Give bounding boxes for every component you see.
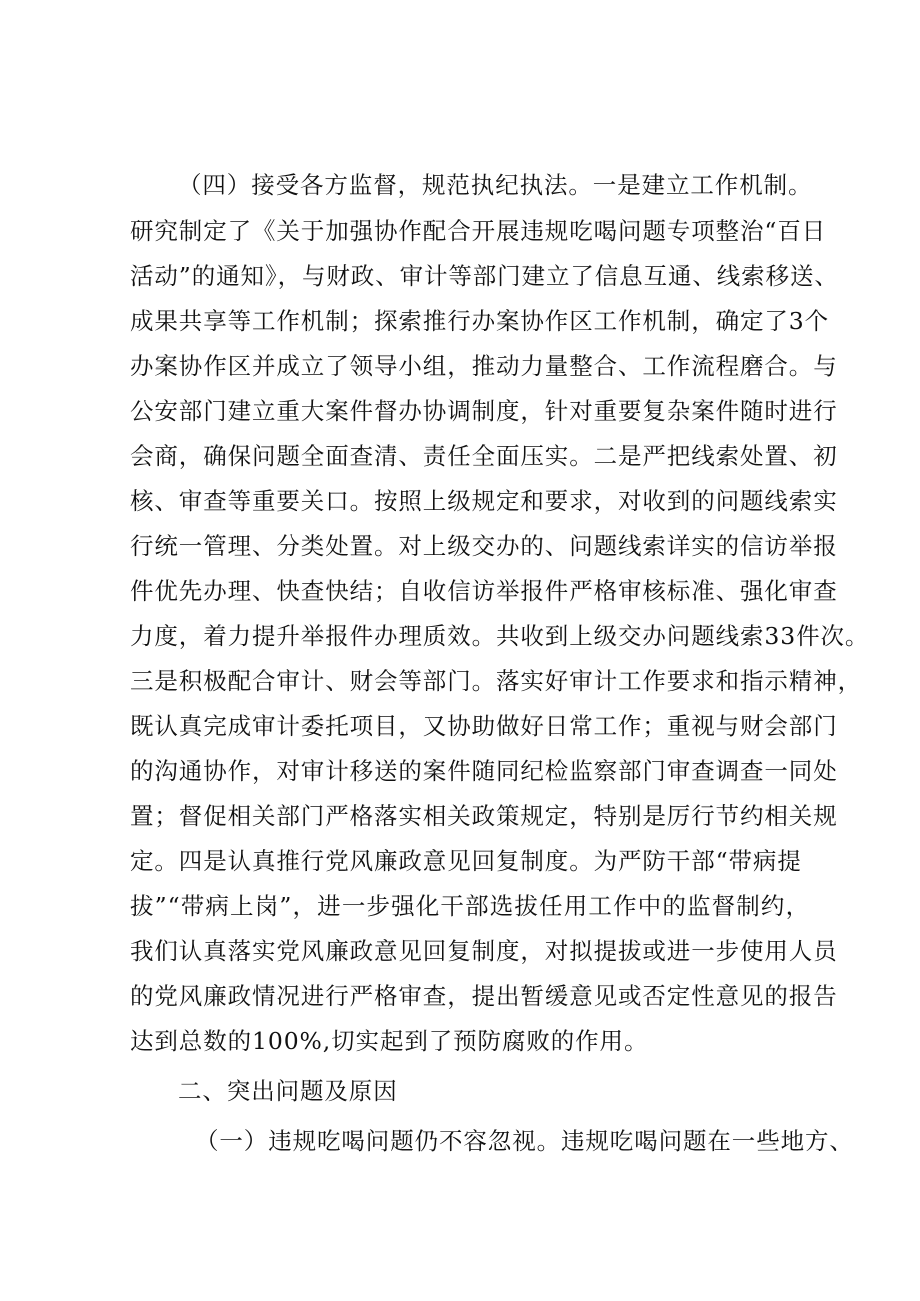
- paragraph-line: （四）接受各方监督，规范执纪执法。一是建立工作机制。: [178, 171, 813, 199]
- paragraph-line: 成果共享等工作机制；探索推行办案协作区工作机制，确定了3个: [130, 307, 830, 335]
- paragraph-line: 拔”“带病上岗”，进一步强化干部选拔任用工作中的监督制约，: [130, 892, 810, 920]
- paragraph-line: 活动”的通知》，与财政、审计等部门建立了信息互通、线索移送、: [130, 262, 839, 290]
- section-heading: 二、突出问题及原因: [178, 1077, 398, 1105]
- subsection-line: （一）违规吃喝问题仍不容忽视。违规吃喝问题在一些地方、: [195, 1127, 854, 1155]
- paragraph-line: 力度，着力提升举报件办理质效。共收到上级交办问题线索33件次。: [130, 622, 870, 650]
- paragraph-line: 达到总数的100%,切实起到了预防腐败的作用。: [130, 1027, 649, 1055]
- paragraph-line: 办案协作区并成立了领导小组，推动力量整合、工作流程磨合。与: [130, 352, 838, 380]
- paragraph-line: 置；督促相关部门严格落实相关政策规定，特别是厉行节约相关规: [130, 802, 838, 830]
- paragraph-line: 定。四是认真推行党风廉政意见回复制度。为严防干部“带病提: [130, 847, 802, 875]
- paragraph-line: 会商，确保问题全面查清、责任全面压实。二是严把线索处置、初: [130, 442, 838, 470]
- paragraph-line: 公安部门建立重大案件督办协调制度，针对重要复杂案件随时进行: [130, 397, 838, 425]
- paragraph-line: 既认真完成审计委托项目，又协助做好日常工作；重视与财会部门: [130, 712, 838, 740]
- paragraph-line: 的党风廉政情况进行严格审查，提出暂缓意见或否定性意见的报告: [130, 982, 838, 1010]
- paragraph-line: 件优先办理、快查快结；自收信访举报件严格审核标准、强化审查: [130, 577, 838, 605]
- paragraph-line: 行统一管理、分类处置。对上级交办的、问题线索详实的信访举报: [130, 532, 838, 560]
- paragraph-line: 的沟通协作，对审计移送的案件随同纪检监察部门审查调查一同处: [130, 757, 838, 785]
- paragraph-line: 三是积极配合审计、财会等部门。落实好审计工作要求和指示精神，: [130, 667, 862, 695]
- paragraph-line: 核、审查等重要关口。按照上级规定和要求，对收到的问题线索实: [130, 487, 838, 515]
- paragraph-line: 我们认真落实党风廉政意见回复制度，对拟提拔或进一步使用人员: [130, 937, 838, 965]
- paragraph-line: 研究制定了《关于加强协作配合开展违规吃喝问题专项整治“百日: [130, 217, 827, 245]
